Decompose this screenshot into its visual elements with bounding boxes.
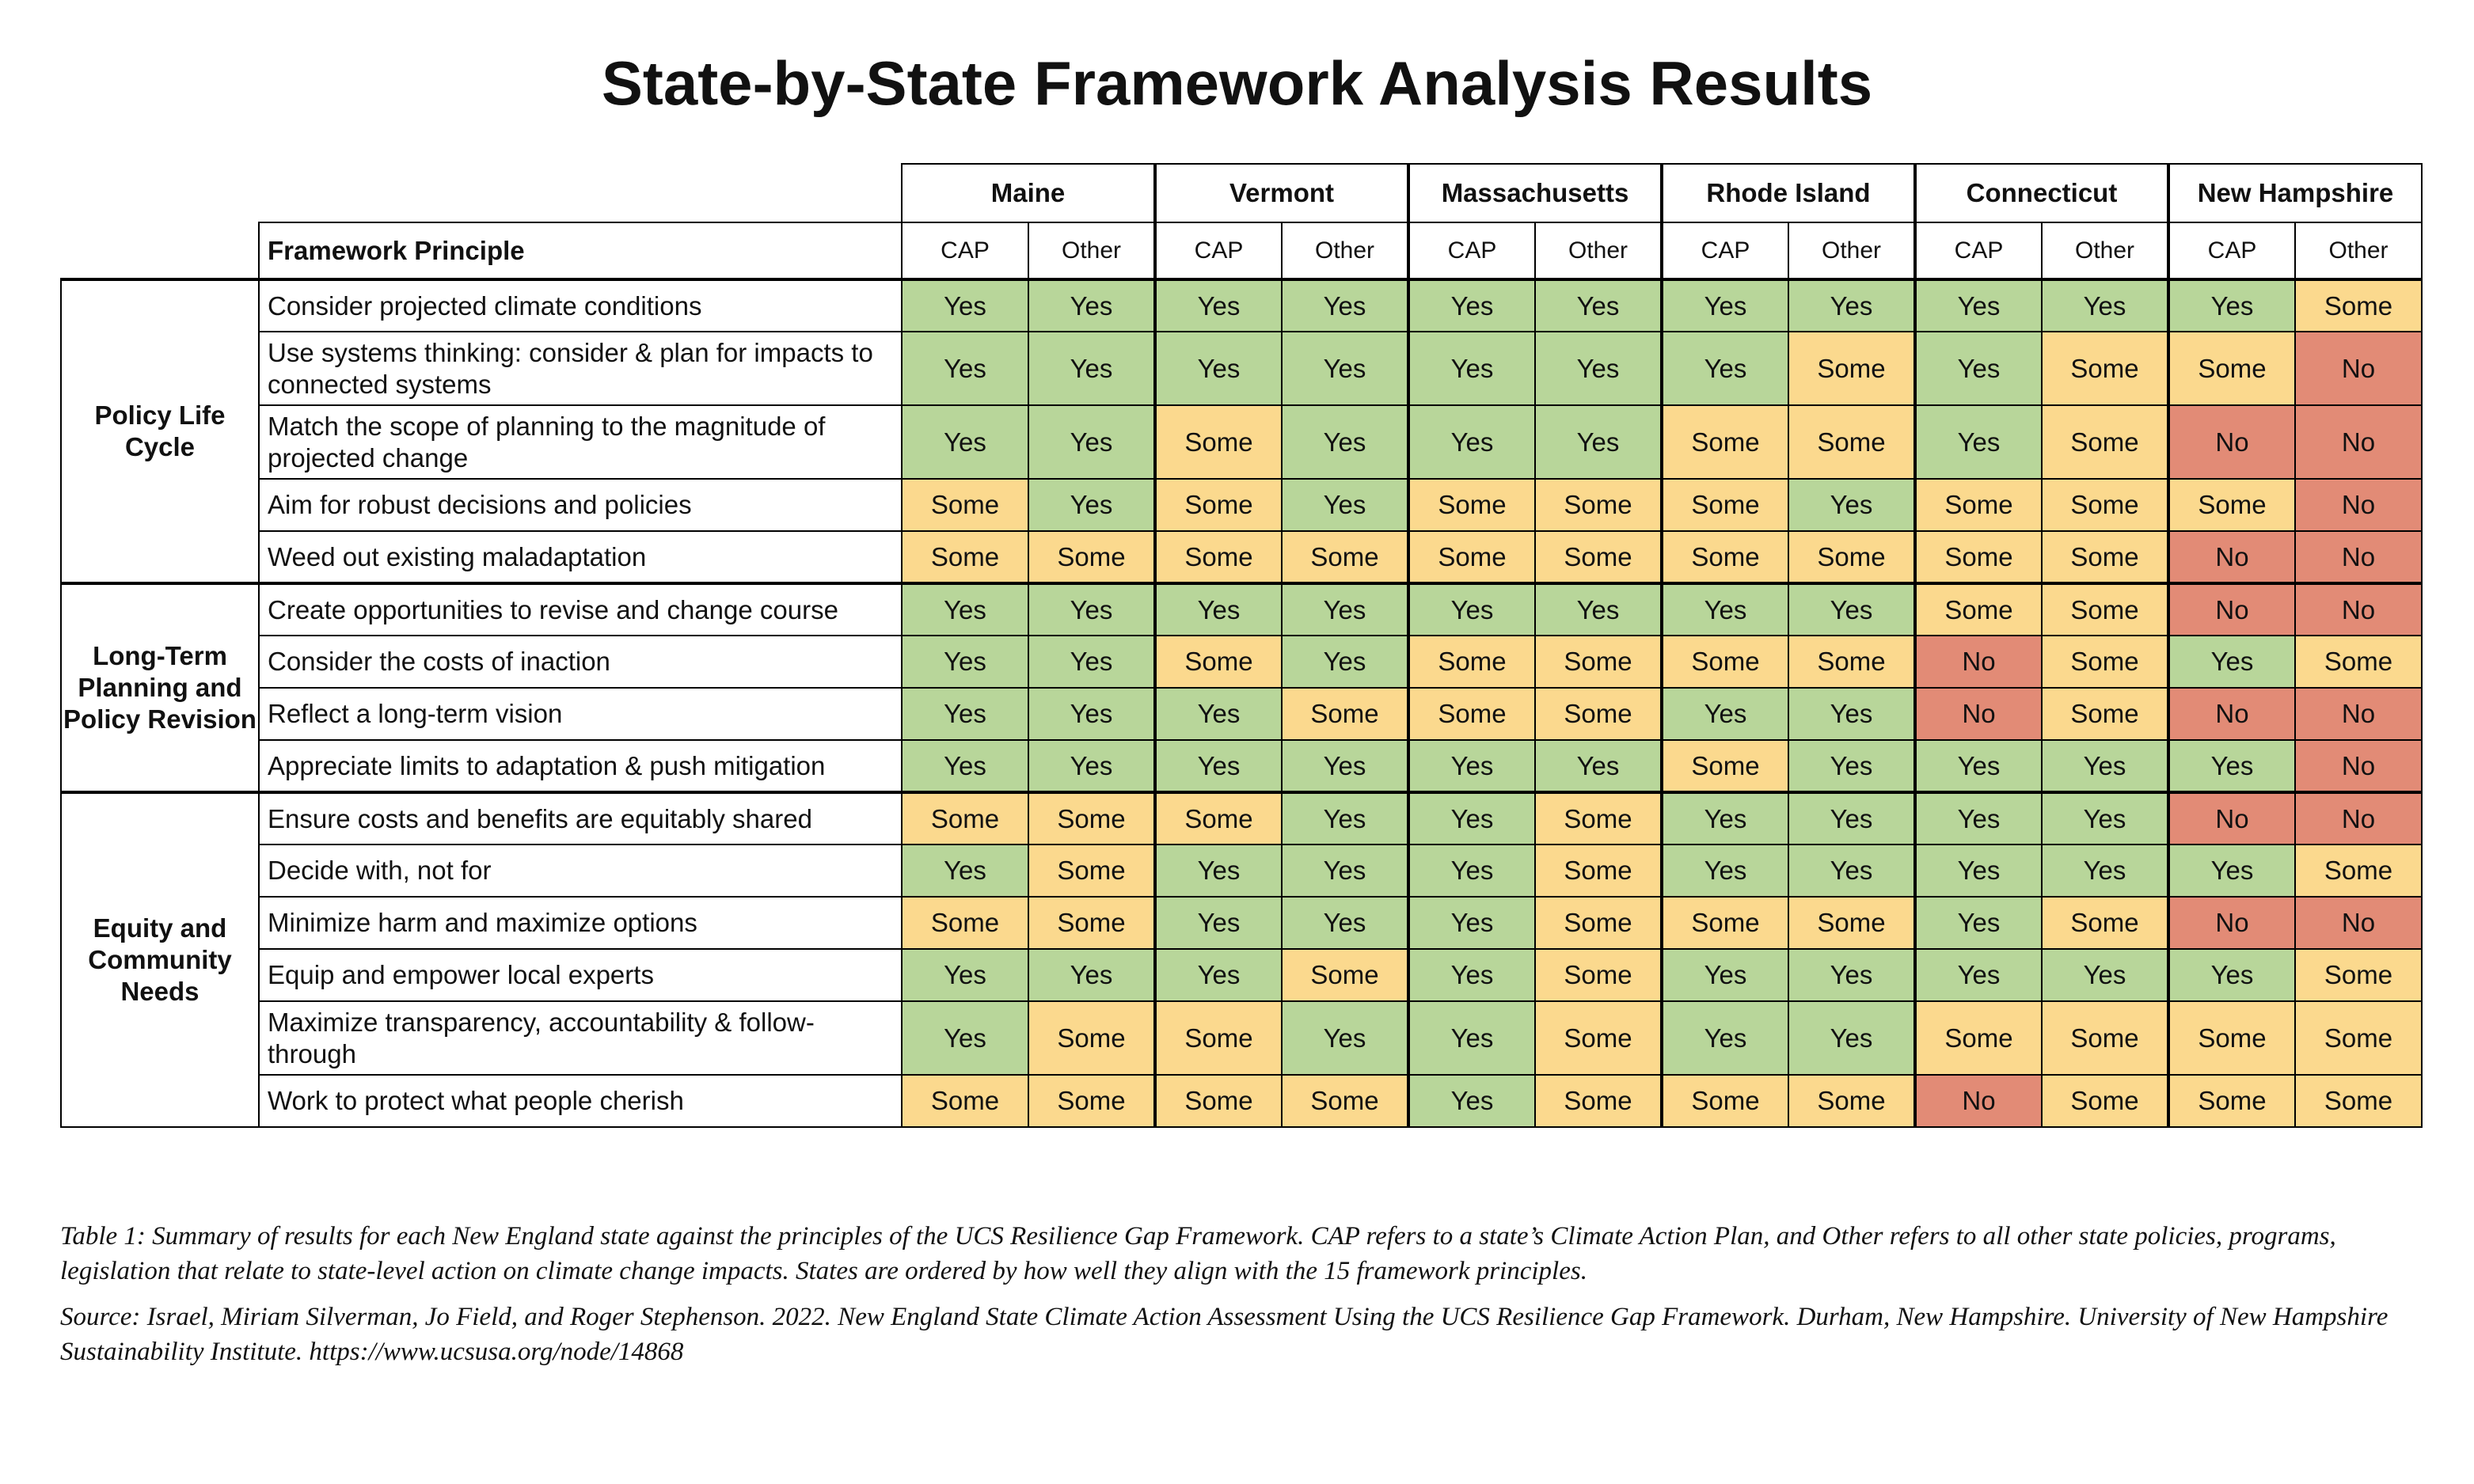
rating-cell: Yes	[1028, 949, 1155, 1001]
table-row	[61, 1075, 2422, 1127]
rating-cell: Some	[2168, 1075, 2295, 1127]
other-column-header: Other	[2295, 222, 2422, 279]
rating-cell: Some	[1282, 531, 1408, 583]
rating-cell: Yes	[1155, 332, 1282, 405]
rating-cell: Yes	[1408, 1075, 1535, 1127]
rating-cell: Yes	[1282, 740, 1408, 792]
state-header: Maine	[902, 164, 1155, 222]
rating-cell: Yes	[1408, 949, 1535, 1001]
principle-label: Match the scope of planning to the magnitude of projected change	[259, 405, 902, 479]
cap-column-header: CAP	[902, 222, 1028, 279]
rating-cell: Yes	[1028, 740, 1155, 792]
rating-cell: No	[2295, 583, 2422, 636]
state-header: New Hampshire	[2168, 164, 2422, 222]
rating-cell: Yes	[1788, 844, 1915, 897]
rating-cell: Yes	[1155, 897, 1282, 949]
rating-cell: Some	[902, 1075, 1028, 1127]
rating-cell: Yes	[902, 688, 1028, 740]
rating-cell: Yes	[1408, 897, 1535, 949]
rating-cell: Yes	[902, 740, 1028, 792]
rating-cell: Yes	[1788, 479, 1915, 531]
rating-cell: Yes	[1535, 740, 1662, 792]
rating-cell: Some	[1282, 688, 1408, 740]
state-header: Rhode Island	[1662, 164, 1915, 222]
rating-cell: Yes	[1028, 636, 1155, 688]
rating-cell: Some	[1155, 1001, 1282, 1075]
rating-cell: Some	[1915, 479, 2042, 531]
rating-cell: Yes	[1282, 332, 1408, 405]
rating-cell: Some	[2295, 279, 2422, 332]
table-row	[61, 792, 2422, 844]
table-row	[61, 405, 2422, 479]
rating-cell: Some	[1662, 740, 1788, 792]
rating-cell: Some	[1662, 479, 1788, 531]
framework-results-table	[60, 163, 2423, 1128]
table-row	[61, 844, 2422, 897]
other-column-header: Other	[1028, 222, 1155, 279]
table-row	[61, 332, 2422, 405]
subheader-row	[61, 222, 2422, 279]
rating-cell: Yes	[1662, 844, 1788, 897]
rating-cell: Some	[1282, 1075, 1408, 1127]
rating-cell: Some	[1408, 531, 1535, 583]
rating-cell: Yes	[1662, 332, 1788, 405]
rating-cell: Some	[2295, 636, 2422, 688]
rating-cell: Some	[1535, 531, 1662, 583]
rating-cell: Some	[1788, 531, 1915, 583]
rating-cell: Some	[1155, 636, 1282, 688]
rating-cell: Yes	[1408, 405, 1535, 479]
rating-cell: Yes	[1155, 844, 1282, 897]
rating-cell: Yes	[1408, 332, 1535, 405]
principle-label: Work to protect what people cherish	[259, 1075, 902, 1127]
rating-cell: Some	[1535, 479, 1662, 531]
rating-cell: Yes	[1662, 279, 1788, 332]
rating-cell: Some	[2295, 949, 2422, 1001]
rating-cell: Yes	[1915, 740, 2042, 792]
rating-cell: Yes	[1282, 479, 1408, 531]
page-title: State-by-State Framework Analysis Results	[601, 48, 1873, 118]
rating-cell: Some	[1535, 792, 1662, 844]
rating-cell: No	[2168, 897, 2295, 949]
rating-cell: Yes	[1535, 332, 1662, 405]
rating-cell: No	[2295, 479, 2422, 531]
rating-cell: No	[1915, 636, 2042, 688]
rating-cell: Yes	[1915, 279, 2042, 332]
rating-cell: Yes	[1915, 897, 2042, 949]
rating-cell: Yes	[2042, 949, 2168, 1001]
cap-column-header: CAP	[1408, 222, 1535, 279]
rating-cell: Yes	[1915, 949, 2042, 1001]
rating-cell: Yes	[902, 636, 1028, 688]
rating-cell: Yes	[1662, 792, 1788, 844]
other-column-header: Other	[1535, 222, 1662, 279]
rating-cell: Some	[1788, 405, 1915, 479]
rating-cell: Some	[2042, 636, 2168, 688]
rating-cell: Yes	[1915, 405, 2042, 479]
rating-cell: Yes	[1028, 688, 1155, 740]
rating-cell: Yes	[1788, 792, 1915, 844]
rating-cell: Some	[1282, 949, 1408, 1001]
principle-label: Ensure costs and benefits are equitably shared	[259, 792, 902, 844]
rating-cell: Yes	[1282, 583, 1408, 636]
rating-cell: No	[2295, 740, 2422, 792]
table-row	[61, 897, 2422, 949]
rating-cell: Some	[902, 897, 1028, 949]
rating-cell: Some	[2042, 1075, 2168, 1127]
rating-cell: Some	[1535, 844, 1662, 897]
rating-cell: Some	[1788, 1075, 1915, 1127]
rating-cell: Some	[1028, 792, 1155, 844]
rating-cell: Some	[1915, 583, 2042, 636]
rating-cell: Yes	[1915, 332, 2042, 405]
rating-cell: Some	[1155, 405, 1282, 479]
group-label: Equity and Community Needs	[61, 792, 259, 1127]
rating-cell: Some	[1408, 479, 1535, 531]
rating-cell: Yes	[1282, 792, 1408, 844]
rating-cell: Yes	[902, 583, 1028, 636]
rating-cell: Yes	[1662, 1001, 1788, 1075]
rating-cell: Yes	[1408, 583, 1535, 636]
rating-cell: Yes	[1788, 1001, 1915, 1075]
rating-cell: Yes	[2168, 636, 2295, 688]
rating-cell: Yes	[1662, 583, 1788, 636]
rating-cell: Yes	[902, 1001, 1028, 1075]
rating-cell: Some	[2295, 844, 2422, 897]
rating-cell: Yes	[2168, 949, 2295, 1001]
rating-cell: Some	[1028, 1075, 1155, 1127]
rating-cell: Yes	[902, 405, 1028, 479]
principle-label: Aim for robust decisions and policies	[259, 479, 902, 531]
rating-cell: Some	[2295, 1075, 2422, 1127]
rating-cell: No	[2295, 332, 2422, 405]
rating-cell: Yes	[1408, 792, 1535, 844]
rating-cell: Yes	[1155, 279, 1282, 332]
state-header: Massachusetts	[1408, 164, 1662, 222]
rating-cell: Yes	[1788, 688, 1915, 740]
rating-cell: Some	[1915, 531, 2042, 583]
rating-cell: Some	[1155, 531, 1282, 583]
rating-cell: Some	[1155, 479, 1282, 531]
rating-cell: Some	[2295, 1001, 2422, 1075]
rating-cell: Yes	[1788, 949, 1915, 1001]
framework-principle-header: Framework Principle	[259, 222, 902, 279]
rating-cell: Yes	[1535, 583, 1662, 636]
group-label: Long-Term Planning and Policy Revision	[61, 583, 259, 792]
rating-cell: Yes	[902, 844, 1028, 897]
principle-label: Equip and empower local experts	[259, 949, 902, 1001]
rating-cell: Some	[2042, 479, 2168, 531]
rating-cell: No	[2168, 531, 2295, 583]
rating-cell: Some	[902, 792, 1028, 844]
principle-label: Consider projected climate conditions	[259, 279, 902, 332]
principle-label: Create opportunities to revise and change course	[259, 583, 902, 636]
rating-cell: No	[1915, 688, 2042, 740]
table-caption-block	[60, 1219, 2427, 1380]
rating-cell: Yes	[1282, 1001, 1408, 1075]
rating-cell: Some	[1788, 636, 1915, 688]
rating-cell: Some	[2042, 583, 2168, 636]
rating-cell: No	[2295, 688, 2422, 740]
rating-cell: Some	[1408, 636, 1535, 688]
rating-cell: Some	[1788, 897, 1915, 949]
table-row	[61, 740, 2422, 792]
cap-column-header: CAP	[1662, 222, 1788, 279]
rating-cell: Yes	[1028, 332, 1155, 405]
rating-cell: No	[1915, 1075, 2042, 1127]
header-blank-cell	[61, 164, 902, 222]
rating-cell: No	[2168, 583, 2295, 636]
rating-cell: No	[2295, 405, 2422, 479]
rating-cell: Some	[1662, 897, 1788, 949]
rating-cell: Yes	[902, 949, 1028, 1001]
rating-cell: Yes	[1282, 844, 1408, 897]
rating-cell: Yes	[1662, 949, 1788, 1001]
rating-cell: Yes	[1282, 279, 1408, 332]
rating-cell: Yes	[1155, 949, 1282, 1001]
principle-label: Weed out existing maladaptation	[259, 531, 902, 583]
rating-cell: Some	[1662, 1075, 1788, 1127]
principle-label: Decide with, not for	[259, 844, 902, 897]
principle-label: Minimize harm and maximize options	[259, 897, 902, 949]
principle-label: Reflect a long-term vision	[259, 688, 902, 740]
rating-cell: Yes	[1408, 740, 1535, 792]
state-header: Vermont	[1155, 164, 1408, 222]
rating-cell: Yes	[1282, 636, 1408, 688]
rating-cell: Some	[1535, 949, 1662, 1001]
rating-cell: Yes	[1028, 479, 1155, 531]
rating-cell: Some	[1788, 332, 1915, 405]
rating-cell: Some	[1535, 636, 1662, 688]
rating-cell: Yes	[1155, 740, 1282, 792]
other-column-header: Other	[1282, 222, 1408, 279]
table-caption: Table 1: Summary of results for each New England state against the principles of the UCS Resilience Gap Framework. CAP refers to a state’s Climate Action Plan, and Other refers to all other state policies, programs, legislation that relate to state-level action on climate change impacts. States are ordered by how well they align with the 15 framework principles.	[60, 1222, 2336, 1285]
rating-cell: No	[2168, 688, 2295, 740]
rating-cell: Yes	[1028, 583, 1155, 636]
rating-cell: Yes	[1915, 792, 2042, 844]
rating-cell: Yes	[1535, 279, 1662, 332]
rating-cell: Some	[1662, 531, 1788, 583]
principle-label: Consider the costs of inaction	[259, 636, 902, 688]
rating-cell: Some	[1662, 636, 1788, 688]
rating-cell: Some	[902, 531, 1028, 583]
rating-cell: No	[2295, 897, 2422, 949]
rating-cell: Some	[1028, 844, 1155, 897]
rating-cell: Some	[1535, 1001, 1662, 1075]
rating-cell: Yes	[2042, 792, 2168, 844]
rating-cell: Yes	[1028, 405, 1155, 479]
principle-label: Use systems thinking: consider & plan for impacts to connected systems	[259, 332, 902, 405]
rating-cell: Some	[1028, 897, 1155, 949]
rating-cell: Some	[1915, 1001, 2042, 1075]
rating-cell: Yes	[1408, 1001, 1535, 1075]
table-row	[61, 949, 2422, 1001]
rating-cell: Yes	[902, 332, 1028, 405]
rating-cell: No	[2168, 792, 2295, 844]
group-label: Policy Life Cycle	[61, 279, 259, 583]
rating-cell: Some	[1028, 1001, 1155, 1075]
table-row	[61, 279, 2422, 332]
rating-cell: Some	[2168, 1001, 2295, 1075]
principle-label: Maximize transparency, accountability & follow-through	[259, 1001, 902, 1075]
rating-cell: Some	[2168, 479, 2295, 531]
rating-cell: Some	[1155, 1075, 1282, 1127]
rating-cell: No	[2295, 792, 2422, 844]
rating-cell: Yes	[2168, 844, 2295, 897]
rating-cell: Yes	[1662, 688, 1788, 740]
rating-cell: Some	[1028, 531, 1155, 583]
table-row	[61, 1001, 2422, 1075]
rating-cell: Some	[1662, 405, 1788, 479]
table-row	[61, 479, 2422, 531]
table-row	[61, 583, 2422, 636]
table-source: Source: Israel, Miriam Silverman, Jo Field, and Roger Stephenson. 2022. New England State Climate Action Assessment Using the UCS Resilience Gap Framework. Durham, New Hampshire. University of New Hampshire Sustainability Institute. https://www.ucsusa.org/node/14868	[60, 1303, 2388, 1366]
rating-cell: Some	[1535, 1075, 1662, 1127]
rating-cell: Yes	[1028, 279, 1155, 332]
rating-cell: Yes	[2042, 740, 2168, 792]
rating-cell: Yes	[1915, 844, 2042, 897]
cap-column-header: CAP	[1155, 222, 1282, 279]
rating-cell: Some	[902, 479, 1028, 531]
rating-cell: Yes	[1282, 405, 1408, 479]
rating-cell: Yes	[1408, 844, 1535, 897]
rating-cell: Yes	[2168, 740, 2295, 792]
state-header-row	[61, 164, 2422, 222]
rating-cell: Some	[2168, 332, 2295, 405]
rating-cell: Yes	[2042, 844, 2168, 897]
rating-cell: Some	[1535, 897, 1662, 949]
rating-cell: Some	[2042, 405, 2168, 479]
rating-cell: Some	[2042, 332, 2168, 405]
rating-cell: No	[2168, 405, 2295, 479]
rating-cell: Some	[1155, 792, 1282, 844]
rating-cell: Yes	[1788, 583, 1915, 636]
rating-cell: Yes	[902, 279, 1028, 332]
rating-cell: Yes	[1788, 279, 1915, 332]
other-column-header: Other	[2042, 222, 2168, 279]
rating-cell: Some	[2042, 897, 2168, 949]
rating-cell: Some	[1535, 688, 1662, 740]
table-row	[61, 636, 2422, 688]
rating-cell: Yes	[2168, 279, 2295, 332]
cap-column-header: CAP	[1915, 222, 2042, 279]
rating-cell: Yes	[2042, 279, 2168, 332]
header-blank-cell	[61, 222, 259, 279]
table-row	[61, 688, 2422, 740]
cap-column-header: CAP	[2168, 222, 2295, 279]
rating-cell: Yes	[1788, 740, 1915, 792]
rating-cell: Some	[2042, 531, 2168, 583]
rating-cell: Yes	[1408, 279, 1535, 332]
rating-cell: Yes	[1155, 583, 1282, 636]
rating-cell: Yes	[1155, 688, 1282, 740]
rating-cell: No	[2295, 531, 2422, 583]
rating-cell: Some	[2042, 1001, 2168, 1075]
rating-cell: Yes	[1535, 405, 1662, 479]
table-row	[61, 531, 2422, 583]
state-header: Connecticut	[1915, 164, 2168, 222]
other-column-header: Other	[1788, 222, 1915, 279]
rating-cell: Some	[1408, 688, 1535, 740]
rating-cell: Some	[2042, 688, 2168, 740]
rating-cell: Yes	[1282, 897, 1408, 949]
principle-label: Appreciate limits to adaptation & push mitigation	[259, 740, 902, 792]
